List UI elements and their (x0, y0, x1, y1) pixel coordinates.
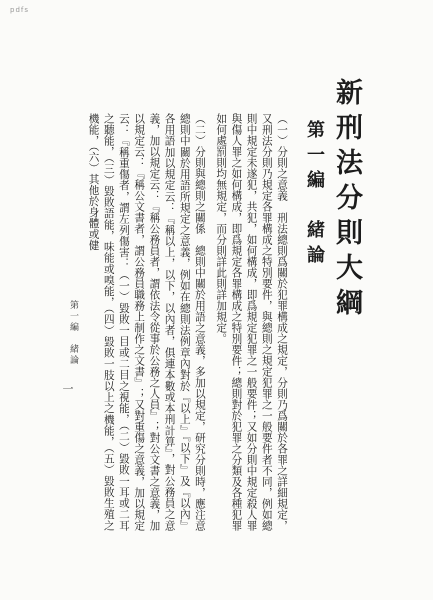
body-text (85, 113, 289, 531)
scan-mark: pdfs (10, 6, 29, 14)
book-title: 新刑法分則大綱 (331, 78, 362, 323)
chapter-title: 第一編 緒論 (304, 120, 325, 270)
paragraph-relation-to-general-provisions: （二）分則與總則之關係 總則中關於用語之意義，多加以規定，研究分則時，應注意總則中關於用語所規定之意義，例如在總則法例章內對於『以上』『以下』及『以內』各用語加以規定云：『稱以上，以下，以內者，俱連本數或本刑計算』，對公務員之意義，加以規定云：『稱公務員者，謂依法令從事於公務之人員』；對公文書之意義，加以規定云：『稱公文書者，謂公務員職務上制作之文書』；又對重傷之意義，加以規定云：『稱重傷者，謂左列傷害：（一）毀敗一目或二目之視能，（二）毀敗一耳或二耳之聽能，（三）毀敗語能，味能或嗅能，（四）毀敗一肢以上之機能，（五）毀敗生殖之機能，（六）其他於身體或健 (87, 113, 206, 531)
page-number: 一 (61, 383, 74, 394)
paragraph-meaning-of-specific-provisions: （一）分則之意義 刑法總則爲關於犯罪構成之規定，分則乃爲關於各罪之詳細規定，又刑法分則乃規定各罪構成之特別要件，與總則之規定犯罪之一般要件者不同，例如總則中規定未遂犯，共犯，如何構成，即爲規定犯罪之一般要件；又如分則中規定殺人罪與傷人罪之如何構成，即爲規定各罪構成之特別要件；總則對於犯罪之分類及各種犯罪如何處罰則均無規定，而分則詳此則詳加規定。 (215, 113, 288, 531)
running-head: 第一編 緒論 (68, 300, 78, 366)
